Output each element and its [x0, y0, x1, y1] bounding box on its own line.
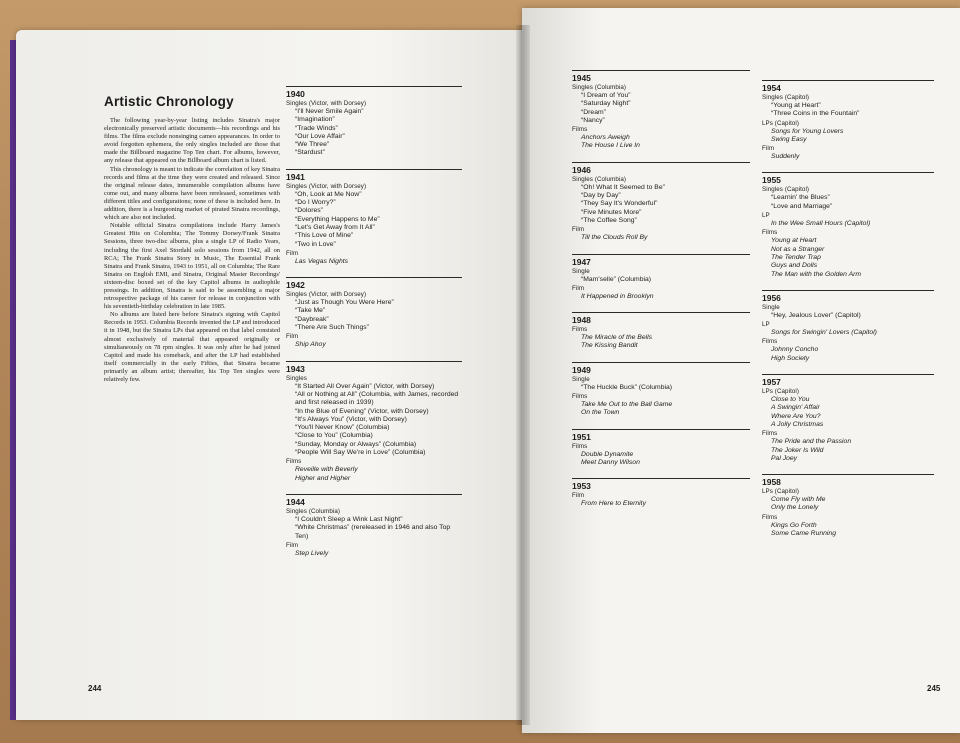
entry-title: The Pride and the Passion [771, 438, 852, 446]
entry-title: Where Are You? [771, 412, 821, 420]
section-label: Single [762, 303, 780, 311]
entry-title: “Young at Heart” [771, 102, 821, 109]
year-heading: 1947 [572, 256, 591, 267]
entry-section [572, 285, 750, 301]
entry-title: “Do I Worry?” [295, 199, 336, 207]
entry-title: “Trade Winds” [295, 124, 338, 132]
year-heading: 1948 [572, 315, 591, 326]
entry-section [762, 514, 934, 539]
year-rule [286, 169, 462, 170]
entry-title: “White Christmas” (rereleased in 1946 and also Top Ten) [295, 524, 451, 540]
page-title: Artistic Chronology [104, 94, 234, 109]
entry-section [572, 226, 750, 242]
entry-section [762, 304, 934, 320]
section-label: Films [762, 513, 778, 521]
year-block [572, 429, 750, 468]
entry-title: “Let's Get Away from It All” [295, 223, 375, 231]
entry-title: Young at Heart [771, 237, 817, 245]
entry-title: Pal Joey [771, 454, 798, 462]
entry-title: Higher and Higher [295, 474, 351, 482]
entry-title: The Tender Trap [771, 253, 821, 261]
entry-section [762, 94, 934, 119]
section-label: Film [762, 145, 775, 153]
entry-title: Swing Easy [771, 135, 807, 143]
entry-title: The House I Live In [581, 142, 640, 150]
year-rule [286, 494, 462, 495]
entry-title: On the Town [581, 409, 620, 417]
entry-section [762, 186, 934, 211]
entry-title: “People Will Say We're in Love” (Columbia) [295, 449, 426, 457]
entry-section [286, 508, 462, 541]
year-heading: 1954 [762, 83, 781, 93]
year-block [572, 254, 750, 302]
year-block [286, 86, 462, 158]
entry-section [572, 126, 750, 151]
entry-title: “Oh, Look at Me Now” [295, 190, 362, 198]
section-label: Singles (Capitol) [762, 94, 810, 101]
entry-title: “Dolores” [295, 207, 323, 215]
year-block [762, 374, 934, 463]
year-rule [286, 361, 462, 362]
section-label: Singles (Capitol) [762, 186, 810, 194]
section-label: LP [762, 212, 770, 220]
entry-section [762, 120, 934, 145]
year-block [572, 362, 750, 418]
section-label: Films [572, 393, 588, 401]
year-heading: 1955 [762, 175, 781, 186]
entry-title: Till the Clouds Roll By [581, 234, 648, 242]
section-label: Films [762, 430, 778, 438]
entry-section [762, 145, 934, 161]
year-heading: 1944 [286, 496, 305, 507]
year-block [762, 290, 934, 363]
entry-title: “It's Always You” (Victor, with Dorsey) [295, 415, 407, 423]
section-label: Film [572, 492, 585, 500]
year-rule [572, 70, 750, 71]
section-label: Single [572, 267, 590, 275]
entry-title: “Day by Day” [581, 192, 621, 200]
section-label: Singles (Victor, with Dorsey) [286, 182, 367, 190]
intro-paragraph: The following year-by-year listing includes Sinatra's major electronically preserved artistic documents—his recordings and his films. The films exclude nonsinging cameo appearances. In order to avoid forgotten ephemera, the only singles included are those that made the Billboard magazine Top Ten chart. For albums, however, any release that appeared on the Billboard album chart is listed. [104, 117, 280, 165]
intro-paragraph: No albums are listed here before Sinatra's signing with Capitol Records in 1953. Columbia Records invented the LP and introduced it in 1948, but the Sinatra LPs that appeared on that label consisted almost exclusively of material that appeared originally or simultaneously on 78 rpm singles. It was only after he had joined Capitol and made his comeback, and after the LP had established itself commercially in the early Fifties, that Sinatra became primarily an album artist; thereafter, his Top Ten singles were relatively few. [104, 311, 280, 383]
section-label: Singles (Columbia) [286, 507, 341, 515]
entry-title: “Take Me” [295, 307, 326, 315]
entry-title: “Five Minutes More” [581, 208, 642, 216]
entry-title: A Swingin' Affair [771, 404, 820, 412]
entry-section [286, 542, 462, 558]
entry-section [572, 492, 750, 508]
entry-title: “Saturday Night” [581, 100, 631, 108]
year-rule [572, 478, 750, 479]
entry-section [762, 388, 934, 429]
entry-title: Songs for Swingin' Lovers (Capitol) [771, 329, 877, 337]
year-block [286, 494, 462, 558]
entry-section [762, 430, 934, 463]
year-heading: 1957 [762, 377, 781, 388]
year-heading: 1946 [572, 164, 591, 175]
entry-section [572, 326, 750, 351]
entry-title: “Everything Happens to Me” [295, 215, 380, 223]
entry-title: Step Lively [295, 549, 329, 557]
year-block [572, 162, 750, 243]
year-heading: 1945 [572, 73, 591, 83]
page-number-left: 244 [88, 684, 102, 693]
entry-title: “Hey, Jealous Lover” (Capitol) [771, 311, 861, 319]
section-label: Film [286, 333, 299, 341]
entry-section [286, 183, 462, 249]
entry-title: “Nancy” [581, 116, 605, 124]
entry-title: Songs for Young Lovers [771, 127, 844, 135]
section-label: Film [286, 249, 299, 257]
section-label: Films [762, 338, 778, 346]
entry-title: Anchors Aweigh [581, 134, 630, 142]
entry-title: “Daybreak” [295, 315, 329, 323]
year-block [286, 169, 462, 266]
entry-title: “Dream” [581, 108, 606, 116]
section-label: Film [572, 284, 585, 292]
year-heading: 1940 [286, 89, 305, 99]
year-block [286, 277, 462, 349]
intro-block [104, 94, 280, 384]
year-block [762, 172, 934, 278]
section-label: Singles (Columbia) [572, 175, 627, 183]
section-label: LPs (Capitol) [762, 488, 800, 496]
entry-title: “Oh! What It Seemed to Be” [581, 183, 665, 191]
entry-title: The Kissing Bandit [581, 342, 638, 350]
entry-title: “Close to You” (Columbia) [295, 432, 373, 440]
year-block [762, 474, 934, 538]
section-label: Films [572, 126, 588, 134]
entry-section [762, 488, 934, 513]
entry-title: Take Me Out to the Ball Game [581, 401, 673, 409]
entry-title: “Sunday, Monday or Always” (Columbia) [295, 440, 417, 448]
year-rule [572, 254, 750, 255]
entry-title: Meet Danny Wilson [581, 458, 640, 466]
entry-title: A Jolly Christmas [771, 420, 824, 428]
entry-title: Some Came Running [771, 530, 836, 538]
year-heading: 1956 [762, 292, 781, 303]
intro-paragraph: This chronology is meant to indicate the correlation of key Sinatra records and films at the time they were created and released. Since the original release dates, innumerable compilation albums have come out, and many albums have been rereleased, sometimes with different titles and configurations; none of these is included here. In addition, there is a burgeoning market of pirated Sinatra recordings, which are also not included. [104, 165, 280, 222]
entry-title: “They Say It's Wonderful” [581, 200, 658, 208]
entry-title: “Three Coins in the Fountain” [771, 110, 860, 118]
entry-section [762, 229, 934, 278]
section-label: Single [572, 375, 590, 383]
year-rule [762, 474, 934, 475]
entry-title: “There Are Such Things” [295, 324, 369, 332]
entry-title: “Our Love Affair” [295, 132, 345, 140]
year-block [572, 312, 750, 351]
entry-title: Not as a Stranger [771, 245, 825, 253]
page-number-right: 245 [927, 684, 941, 693]
entry-title: “Mam'selle” (Columbia) [581, 275, 652, 283]
entry-title: Double Dynamite [581, 450, 634, 458]
year-heading: 1943 [286, 363, 305, 374]
entry-title: It Happened in Brooklyn [581, 292, 654, 300]
chronology-column-3 [762, 80, 934, 538]
year-heading: 1951 [572, 431, 591, 442]
section-label: Singles (Victor, with Dorsey) [286, 100, 367, 107]
entry-title: From Here to Eternity [581, 500, 646, 508]
year-block [572, 70, 750, 151]
section-label: LP [762, 321, 770, 329]
entry-section [572, 268, 750, 284]
entry-title: Guys and Dolls [771, 262, 818, 270]
entry-section [762, 338, 934, 363]
entry-section [286, 100, 462, 158]
entry-title: Only the Lonely [771, 504, 819, 512]
year-rule [762, 290, 934, 291]
entry-title: Las Vegas Nights [295, 257, 349, 265]
entry-title: “It Started All Over Again” (Victor, with Dorsey) [295, 382, 435, 390]
entry-section [286, 458, 462, 483]
year-rule [572, 162, 750, 163]
section-label: Singles (Victor, with Dorsey) [286, 291, 367, 299]
entry-title: In the Wee Small Hours (Capitol) [771, 220, 871, 228]
entry-section [572, 443, 750, 468]
intro-paragraph: Notable official Sinatra compilations include Harry James's Greatest Hits on Columbia; The Tommy Dorsey/Frank Sinatra Sessions, three two-disc albums, plus a single LP of Radio Years, including the first Axel Stordahl solo sessions from 1942, all on RCA; The Frank Sinatra Story in Music, The Essential Frank Sinatra and Frank Sinatra, 1943 to 1951, all on Columbia; The Rare Sinatra on English EMI, and Sinatra, Original Master Recordings' sixteen-disc boxed set of the key Capitol albums in audiophile pressings. In addition, Sinatra is said to be assembling a major retrospective package of his career for release in conjunction with his seventieth-birthday celebration in late 1985. [104, 222, 280, 311]
entry-section [286, 375, 462, 458]
entry-title: “You'll Never Know” (Columbia) [295, 424, 390, 432]
year-rule [572, 429, 750, 430]
section-label: Singles [286, 374, 307, 382]
entry-section [762, 212, 934, 228]
entry-title: The Joker Is Wild [771, 446, 824, 454]
year-block [572, 478, 750, 508]
entry-section [286, 333, 462, 349]
entry-title: “All or Nothing at All” (Columbia, with James, recorded and first released in 1939) [295, 390, 459, 407]
entry-section [572, 176, 750, 225]
book-gutter [516, 25, 530, 725]
year-rule [572, 362, 750, 363]
entry-title: Kings Go Forth [771, 521, 817, 529]
entry-section [762, 321, 934, 337]
section-label: Film [572, 226, 585, 234]
entry-title: High Society [771, 354, 810, 362]
entry-title: “I Couldn't Sleep a Wink Last Night” [295, 515, 403, 523]
year-rule [762, 374, 934, 375]
section-label: Films [762, 229, 778, 237]
entry-title: “Imagination” [295, 116, 335, 124]
entry-section [286, 291, 462, 332]
chronology-column-1 [286, 86, 462, 558]
section-label: Singles (Columbia) [572, 84, 627, 91]
entry-title: “Learnin' the Blues” [771, 194, 830, 202]
entry-title: Reveille with Beverly [295, 466, 358, 474]
section-label: LPs (Capitol) [762, 388, 800, 396]
year-rule [286, 86, 462, 87]
entry-title: Johnny Concho [771, 346, 819, 354]
entry-title: “I'll Never Smile Again” [295, 108, 364, 115]
entry-title: “This Love of Mine” [295, 232, 354, 240]
entry-title: The Man with the Golden Arm [771, 270, 862, 278]
section-label: Films [572, 326, 588, 334]
entry-title: The Miracle of the Bells [581, 334, 653, 342]
year-block [286, 361, 462, 483]
year-heading: 1953 [572, 481, 591, 492]
year-heading: 1942 [286, 280, 305, 291]
section-label: LPs (Capitol) [762, 119, 800, 127]
entry-title: “In the Blue of Evening” (Victor, with Dorsey) [295, 407, 429, 415]
section-label: Films [572, 442, 588, 450]
entry-title: “The Coffee Song” [581, 216, 637, 224]
entry-section [572, 84, 750, 125]
entry-title: “Two in Love” [295, 240, 336, 248]
entry-section [572, 393, 750, 418]
year-rule [572, 312, 750, 313]
entry-title: “Just as Though You Were Here” [295, 299, 394, 307]
chronology-column-2 [572, 70, 750, 509]
entry-title: “I Dream of You” [581, 92, 631, 99]
entry-title: Suddenly [771, 153, 800, 161]
year-rule [762, 80, 934, 81]
year-heading: 1949 [572, 364, 591, 375]
entry-title: “Stardust” [295, 149, 325, 157]
year-rule [762, 172, 934, 173]
entry-title: “The Huckle Buck” (Columbia) [581, 383, 673, 391]
section-label: Film [286, 541, 299, 549]
entry-title: “We Three” [295, 141, 330, 149]
entry-section [572, 376, 750, 392]
year-heading: 1941 [286, 171, 305, 182]
year-heading: 1958 [762, 477, 781, 488]
entry-section [286, 250, 462, 266]
entry-title: “Love and Marriage” [771, 202, 833, 210]
entry-title: Close to You [771, 396, 810, 404]
section-label: Films [286, 458, 302, 466]
year-rule [286, 277, 462, 278]
entry-title: Come Fly with Me [771, 496, 826, 504]
year-block [762, 80, 934, 161]
entry-title: Ship Ahoy [295, 341, 326, 349]
